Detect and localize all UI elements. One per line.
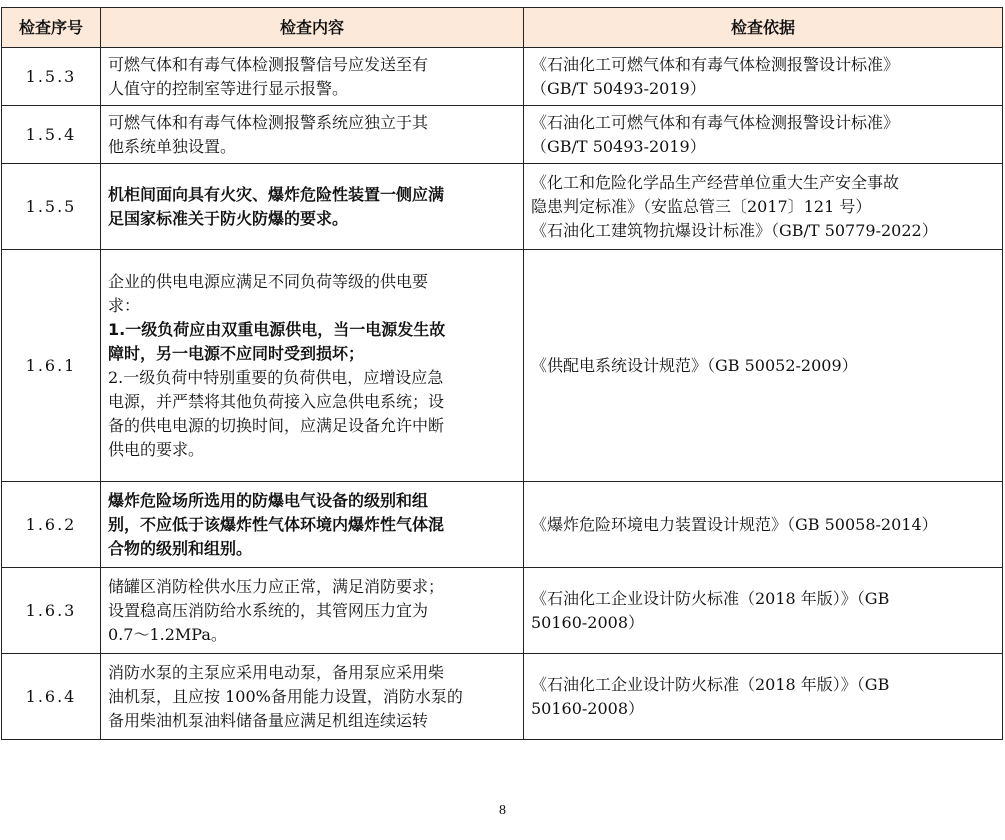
content-line: 2.一级负荷中特别重要的负荷供电，应增设应急 xyxy=(108,367,444,387)
content-line: 设置稳高压消防给水系统的，其管网压力宜为 xyxy=(108,600,429,620)
basis-line: 《化工和危险化学品生产经营单位重大生产安全事故 xyxy=(531,172,900,192)
content-line: 障时，另一电源不应同时受到损坏； xyxy=(108,343,365,363)
check-number-cell: 1.6.1 xyxy=(2,250,101,482)
content-line: 1.一级负荷应由双重电源供电，当一电源发生故 xyxy=(108,319,446,339)
inspection-table xyxy=(1,7,1003,740)
table-row xyxy=(2,164,1003,250)
content-line: 可燃气体和有毒气体检测报警信号应发送至有 xyxy=(108,54,429,74)
content-line: 求： xyxy=(108,295,141,315)
table-body xyxy=(2,48,1003,740)
basis-line: 《石油化工企业设计防火标准（2018 年版）》（GB xyxy=(531,588,890,608)
basis-line: 《石油化工可燃气体和有毒气体检测报警设计标准》 xyxy=(531,112,900,132)
content-line: 备的供电电源的切换时间，应满足设备允许中断 xyxy=(108,415,445,435)
check-basis-cell xyxy=(524,482,1003,568)
header-check-basis: 检查依据 xyxy=(524,8,1003,48)
check-number-cell: 1.5.5 xyxy=(2,164,101,250)
check-content-cell xyxy=(101,568,524,654)
check-basis-cell xyxy=(524,48,1003,106)
basis-line: 《石油化工可燃气体和有毒气体检测报警设计标准》 xyxy=(531,54,900,74)
check-content-cell xyxy=(101,482,524,568)
check-number-cell: 1.5.4 xyxy=(2,106,101,164)
basis-line: 《供配电系统设计规范》（GB 50052-2009） xyxy=(531,355,858,375)
basis-line: 《石油化工企业设计防火标准（2018 年版）》（GB xyxy=(531,674,890,694)
header-check-content: 检查内容 xyxy=(101,8,524,48)
check-content-cell xyxy=(101,48,524,106)
check-number-cell: 1.5.3 xyxy=(2,48,101,106)
content-line: 足国家标准关于防火防爆的要求。 xyxy=(108,208,349,228)
table-row xyxy=(2,106,1003,164)
check-basis-cell xyxy=(524,106,1003,164)
basis-line: （GB/T 50493-2019） xyxy=(531,78,706,98)
content-line: 爆炸危险场所选用的防爆电气设备的级别和组 xyxy=(108,490,429,510)
content-line: 供电的要求。 xyxy=(108,439,205,459)
table-row xyxy=(2,482,1003,568)
table-row xyxy=(2,568,1003,654)
page-number: 8 xyxy=(499,803,506,818)
table-row xyxy=(2,48,1003,106)
check-content-cell xyxy=(101,654,524,740)
table-header-row xyxy=(2,8,1003,48)
table-row xyxy=(2,654,1003,740)
check-number-cell: 1.6.2 xyxy=(2,482,101,568)
basis-line: 《爆炸危险环境电力装置设计规范》（GB 50058-2014） xyxy=(531,514,938,534)
check-basis-cell xyxy=(524,164,1003,250)
check-basis-cell xyxy=(524,250,1003,482)
content-line: 企业的供电电源应满足不同负荷等级的供电要 xyxy=(108,271,429,291)
check-content-cell xyxy=(101,250,524,482)
basis-line: 隐患判定标准》（安监总管三〔2017〕121 号） xyxy=(531,196,872,216)
content-line: 可燃气体和有毒气体检测报警系统应独立于其 xyxy=(108,112,429,132)
basis-line: 《石油化工建筑物抗爆设计标准》（GB/T 50779-2022） xyxy=(531,220,938,240)
basis-line: 50160-2008） xyxy=(531,612,645,632)
content-line: 他系统单独设置。 xyxy=(108,136,237,156)
content-line: 别，不应低于该爆炸性气体环境内爆炸性气体混 xyxy=(108,514,445,534)
basis-line: 50160-2008） xyxy=(531,698,645,718)
content-line: 储罐区消防栓供水压力应正常，满足消防要求； xyxy=(108,576,445,596)
content-line: 合物的级别和组别。 xyxy=(108,538,253,558)
check-number-cell: 1.6.3 xyxy=(2,568,101,654)
content-line: 电源，并严禁将其他负荷接入应急供电系统；设 xyxy=(108,391,445,411)
check-basis-cell xyxy=(524,654,1003,740)
content-line: 消防水泵的主泵应采用电动泵，备用泵应采用柴 xyxy=(108,662,445,682)
check-number-cell: 1.6.4 xyxy=(2,654,101,740)
table-row xyxy=(2,250,1003,482)
content-line: 机柜间面向具有火灾、爆炸危险性装置一侧应满 xyxy=(108,184,445,204)
check-content-cell xyxy=(101,106,524,164)
content-line: 0.7～1.2MPa。 xyxy=(108,624,227,644)
check-content-cell xyxy=(101,164,524,250)
content-line: 油机泵，且应按 100%备用能力设置，消防水泵的 xyxy=(108,686,463,706)
basis-line: （GB/T 50493-2019） xyxy=(531,136,706,156)
content-line: 人值守的控制室等进行显示报警。 xyxy=(108,78,349,98)
content-line: 备用柴油机泵油料储备量应满足机组连续运转 xyxy=(108,710,429,730)
header-check-number: 检查序号 xyxy=(2,8,101,48)
check-basis-cell xyxy=(524,568,1003,654)
